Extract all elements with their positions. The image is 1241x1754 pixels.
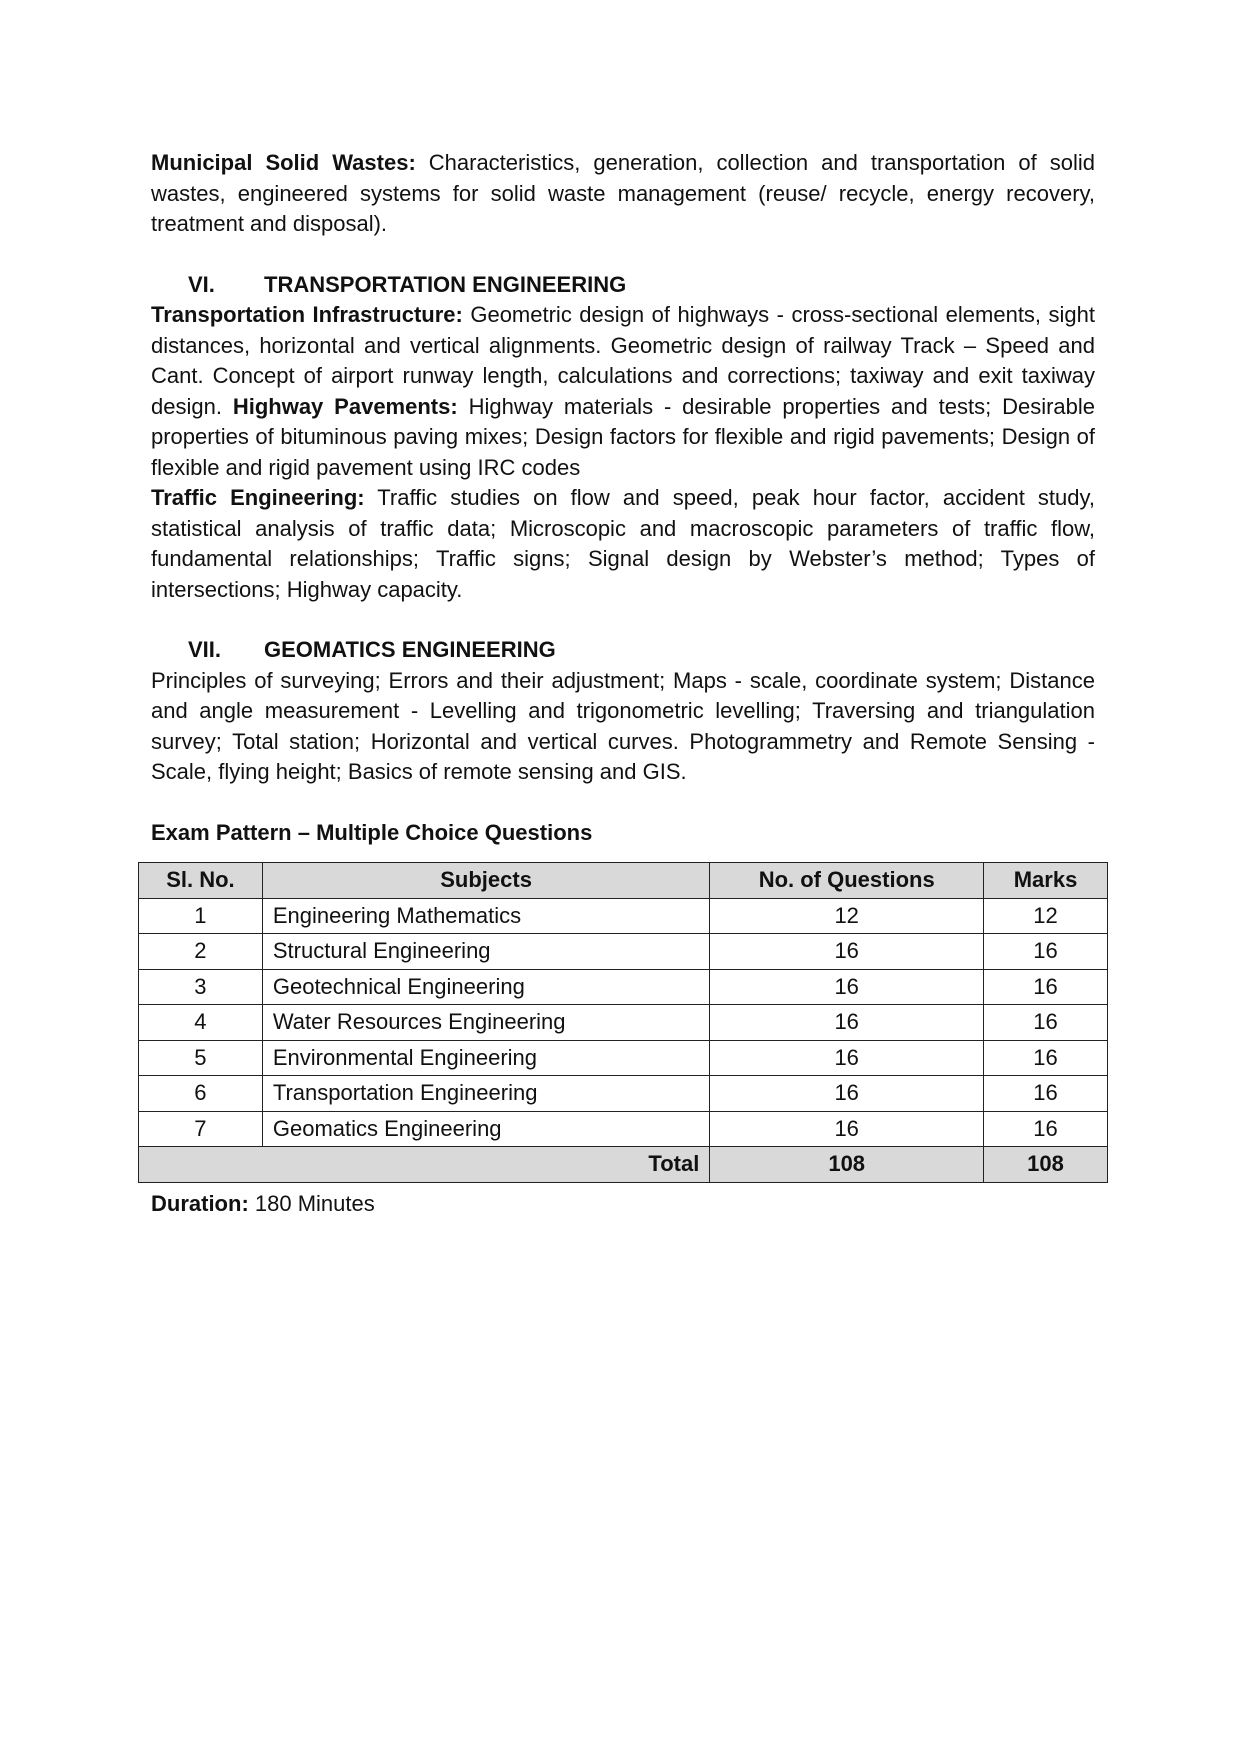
total-questions: 108 [710,1147,984,1183]
total-label: Total [139,1147,710,1183]
row-questions: 16 [710,1040,984,1076]
row-questions: 16 [710,1005,984,1041]
row-sl-no: 1 [139,898,263,934]
row-marks: 16 [984,1005,1108,1041]
municipal-label: Municipal Solid Wastes: [151,150,416,175]
row-marks: 16 [984,1076,1108,1112]
row-subject: Water Resources Engineering [262,1005,709,1041]
row-questions: 16 [710,1111,984,1147]
table-header-row [139,863,1108,899]
total-row [139,1147,1108,1183]
row-subject: Geotechnical Engineering [262,969,709,1005]
pavement-label: Highway Pavements: [232,393,458,419]
municipal-paragraph [151,148,1095,240]
row-subject: Transportation Engineering [262,1076,709,1112]
total-marks: 108 [984,1147,1108,1183]
duration-value: 180 Minutes [248,1191,375,1216]
header-subjects: Subjects [262,863,709,899]
row-sl-no: 4 [139,1005,263,1041]
row-marks: 16 [984,969,1108,1005]
table-row [139,1005,1108,1041]
row-questions: 12 [710,898,984,934]
traffic-paragraph [151,483,1095,605]
row-sl-no: 6 [139,1076,263,1112]
table-row [139,1040,1108,1076]
section-vii-heading [151,635,1095,666]
header-sl-no: Sl. No. [139,863,263,899]
row-sl-no: 2 [139,934,263,970]
table-row [139,969,1108,1005]
row-questions: 16 [710,1076,984,1112]
table-body [139,898,1108,1147]
document-page [151,148,1095,848]
header-questions: No. of Questions [710,863,984,899]
row-subject: Environmental Engineering [262,1040,709,1076]
table-row [139,1111,1108,1147]
section-vi-heading [151,270,1095,301]
row-marks: 16 [984,1111,1108,1147]
row-marks: 16 [984,1040,1108,1076]
section-title: TRANSPORTATION ENGINEERING [264,271,627,297]
traffic-text: Traffic studies on flow and speed, peak hour factor, accident study, statistical analysis of traffic data; Microscopic and macroscopic parameters of traffic flow, fundamental relationships; Traffic signs; Signal design by Webster’s method; Types of intersections; Highway capacity. [151,485,1095,602]
pavement-text: Highway materials - desirable properties and tests; Desirable properties of bituminous paving mixes; Design factors for flexible and rigid pavements; Design of flexible and rigid pavement using IRC codes [151,393,1096,480]
table-row [139,1076,1108,1112]
section-number: VI. [188,271,215,297]
geomatics-paragraph: Principles of surveying; Errors and their adjustment; Maps - scale, coordinate system; Distance and angle measurement - Levelling and trigonometric levelling; Traversing and triangulation survey; Total station; Horizontal and vertical curves. Photogrammetry and Remote Sensing - Scale, flying height; Basics of remote sensing and GIS. [151,667,1095,784]
duration-label: Duration: [151,1191,249,1216]
section-number: VII. [188,637,222,662]
row-sl-no: 5 [139,1040,263,1076]
row-marks: 16 [984,934,1108,970]
exam-pattern-title: Exam Pattern – Multiple Choice Questions [151,819,593,845]
row-subject: Geomatics Engineering [262,1111,709,1147]
traffic-label: Traffic Engineering: [151,485,365,510]
row-marks: 12 [984,898,1108,934]
infra-label: Transportation Infrastructure: [151,302,463,327]
row-sl-no: 7 [139,1111,263,1147]
row-questions: 16 [710,934,984,970]
table-row [139,934,1108,970]
infra-text: Geometric design of highways - cross-sectional elements, sight distances, horizontal and vertical alignments. Geometric design of railway Track – Speed and Cant. Concept of airport runway length, calculations and corrections; taxiway and exit taxiway design. [151,302,1096,419]
municipal-text: Characteristics, generation, collection and transportation of solid wastes, engineered systems for solid waste management (reuse/ recycle, energy recovery, treatment and disposal). [151,150,1095,236]
header-marks: Marks [984,863,1108,899]
section-title: GEOMATICS ENGINEERING [264,637,556,662]
row-subject: Structural Engineering [262,934,709,970]
row-questions: 16 [710,969,984,1005]
row-sl-no: 3 [139,969,263,1005]
table-row [139,898,1108,934]
duration-line [151,1191,375,1217]
exam-pattern-table [138,862,1108,1183]
row-subject: Engineering Mathematics [262,898,709,934]
transport-infra-paragraph [151,300,1095,483]
